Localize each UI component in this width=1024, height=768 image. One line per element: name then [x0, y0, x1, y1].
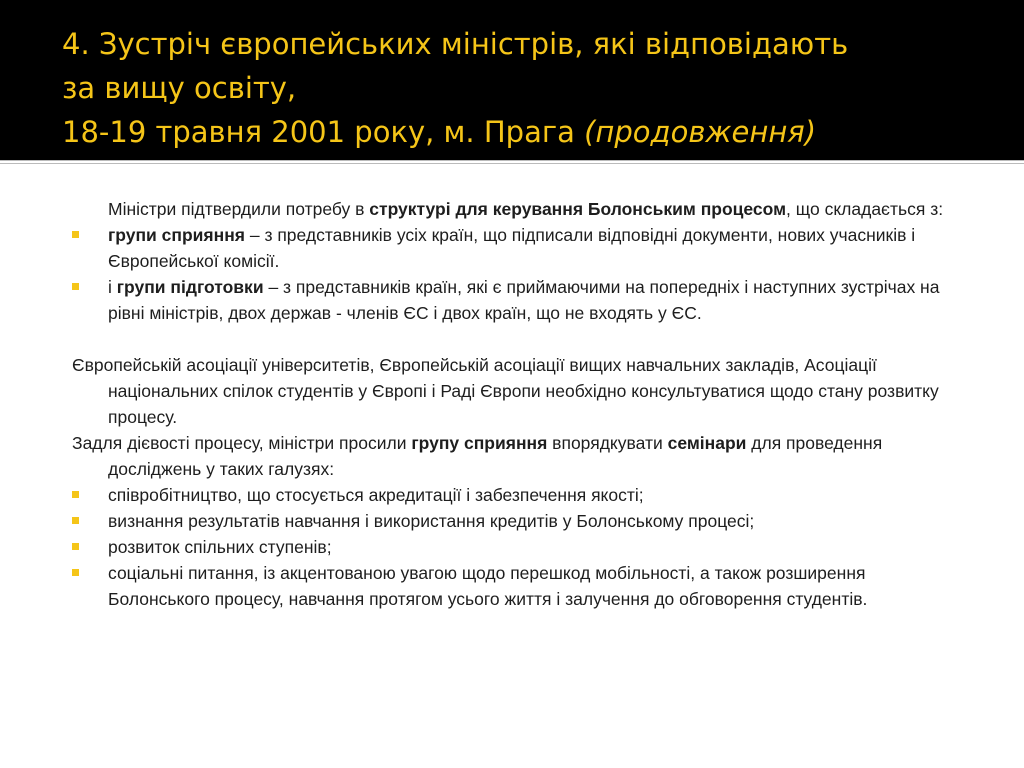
topic-text: визнання результатів навчання і використання кредитів у Болонському процесі; [108, 511, 755, 531]
title-continuation: (продовження) [584, 115, 817, 149]
item-bold: групи підготовки [116, 277, 264, 297]
bullet-icon [72, 569, 79, 576]
title-line-2: за вищу освіту, [62, 71, 297, 105]
bullet-icon [72, 491, 79, 498]
list-item-topic-4 [72, 560, 972, 612]
consult-paragraph: Європейській асоціації університетів, Європейській асоціації вищих навчальних закладів, Асоціації національних спілок студентів у Європі і Раді Європи необхідно консультуватися щодо стану розвитку процесу. [72, 355, 939, 427]
seminars-text-1: Задля дієвості процесу, міністри просили [72, 433, 412, 453]
topic-text: співробітництво, що стосується акредитації і забезпечення якості; [108, 485, 644, 505]
header-divider [0, 160, 1024, 164]
list-item-topic-1 [72, 482, 972, 508]
bullet-icon [72, 543, 79, 550]
intro-text-1: Міністри підтвердили потребу в [108, 199, 370, 219]
title-line-1: 4. Зустріч європейських міністрів, які відповідають [62, 27, 849, 61]
item-bold: групи сприяння [108, 225, 245, 245]
slide-title [62, 22, 1002, 154]
title-line-3-text: 18-19 травня 2001 року, м. Прага [62, 115, 585, 149]
item-text: – з представників країн, які є приймаючими на попередніх і наступних зустрічах на рівні міністрів, двох держав - членів ЄС і двох країн, що не входять у ЄС. [108, 277, 940, 323]
item-lead: і [108, 277, 117, 297]
topic-text: соціальні питання, із акцентованою увагою щодо перешкод мобільності, а також розширення Болонського процесу, навчання протягом усього життя і залучення до обговорення студентів. [108, 563, 868, 609]
list-item-structure-2 [72, 274, 972, 326]
bullet-icon [72, 283, 79, 290]
list-item-topic-3 [72, 534, 972, 560]
seminars-intro [72, 430, 972, 482]
topic-text: розвиток спільних ступенів; [108, 537, 332, 557]
seminars-text-3: для проведення досліджень у таких галузях: [108, 433, 883, 479]
slide-body [72, 196, 972, 612]
intro-text-2: , що складається з: [786, 199, 944, 219]
intro-bold: структурі для керування Болонським процесом [369, 199, 787, 219]
seminars-bold-2: семінари [667, 433, 747, 453]
list-item-topic-2 [72, 508, 972, 534]
title-line-3 [62, 110, 1002, 154]
intro-paragraph [72, 196, 972, 222]
bullet-icon [72, 231, 79, 238]
list-item-structure-1 [72, 222, 972, 274]
seminars-bold-1: групу сприяння [411, 433, 548, 453]
item-text: – з представників усіх країн, що підписали відповідні документи, нових учасників і Європейської комісії. [108, 225, 916, 271]
bullet-icon [72, 517, 79, 524]
seminars-text-2: впорядкувати [547, 433, 668, 453]
title-bar [0, 0, 1024, 160]
